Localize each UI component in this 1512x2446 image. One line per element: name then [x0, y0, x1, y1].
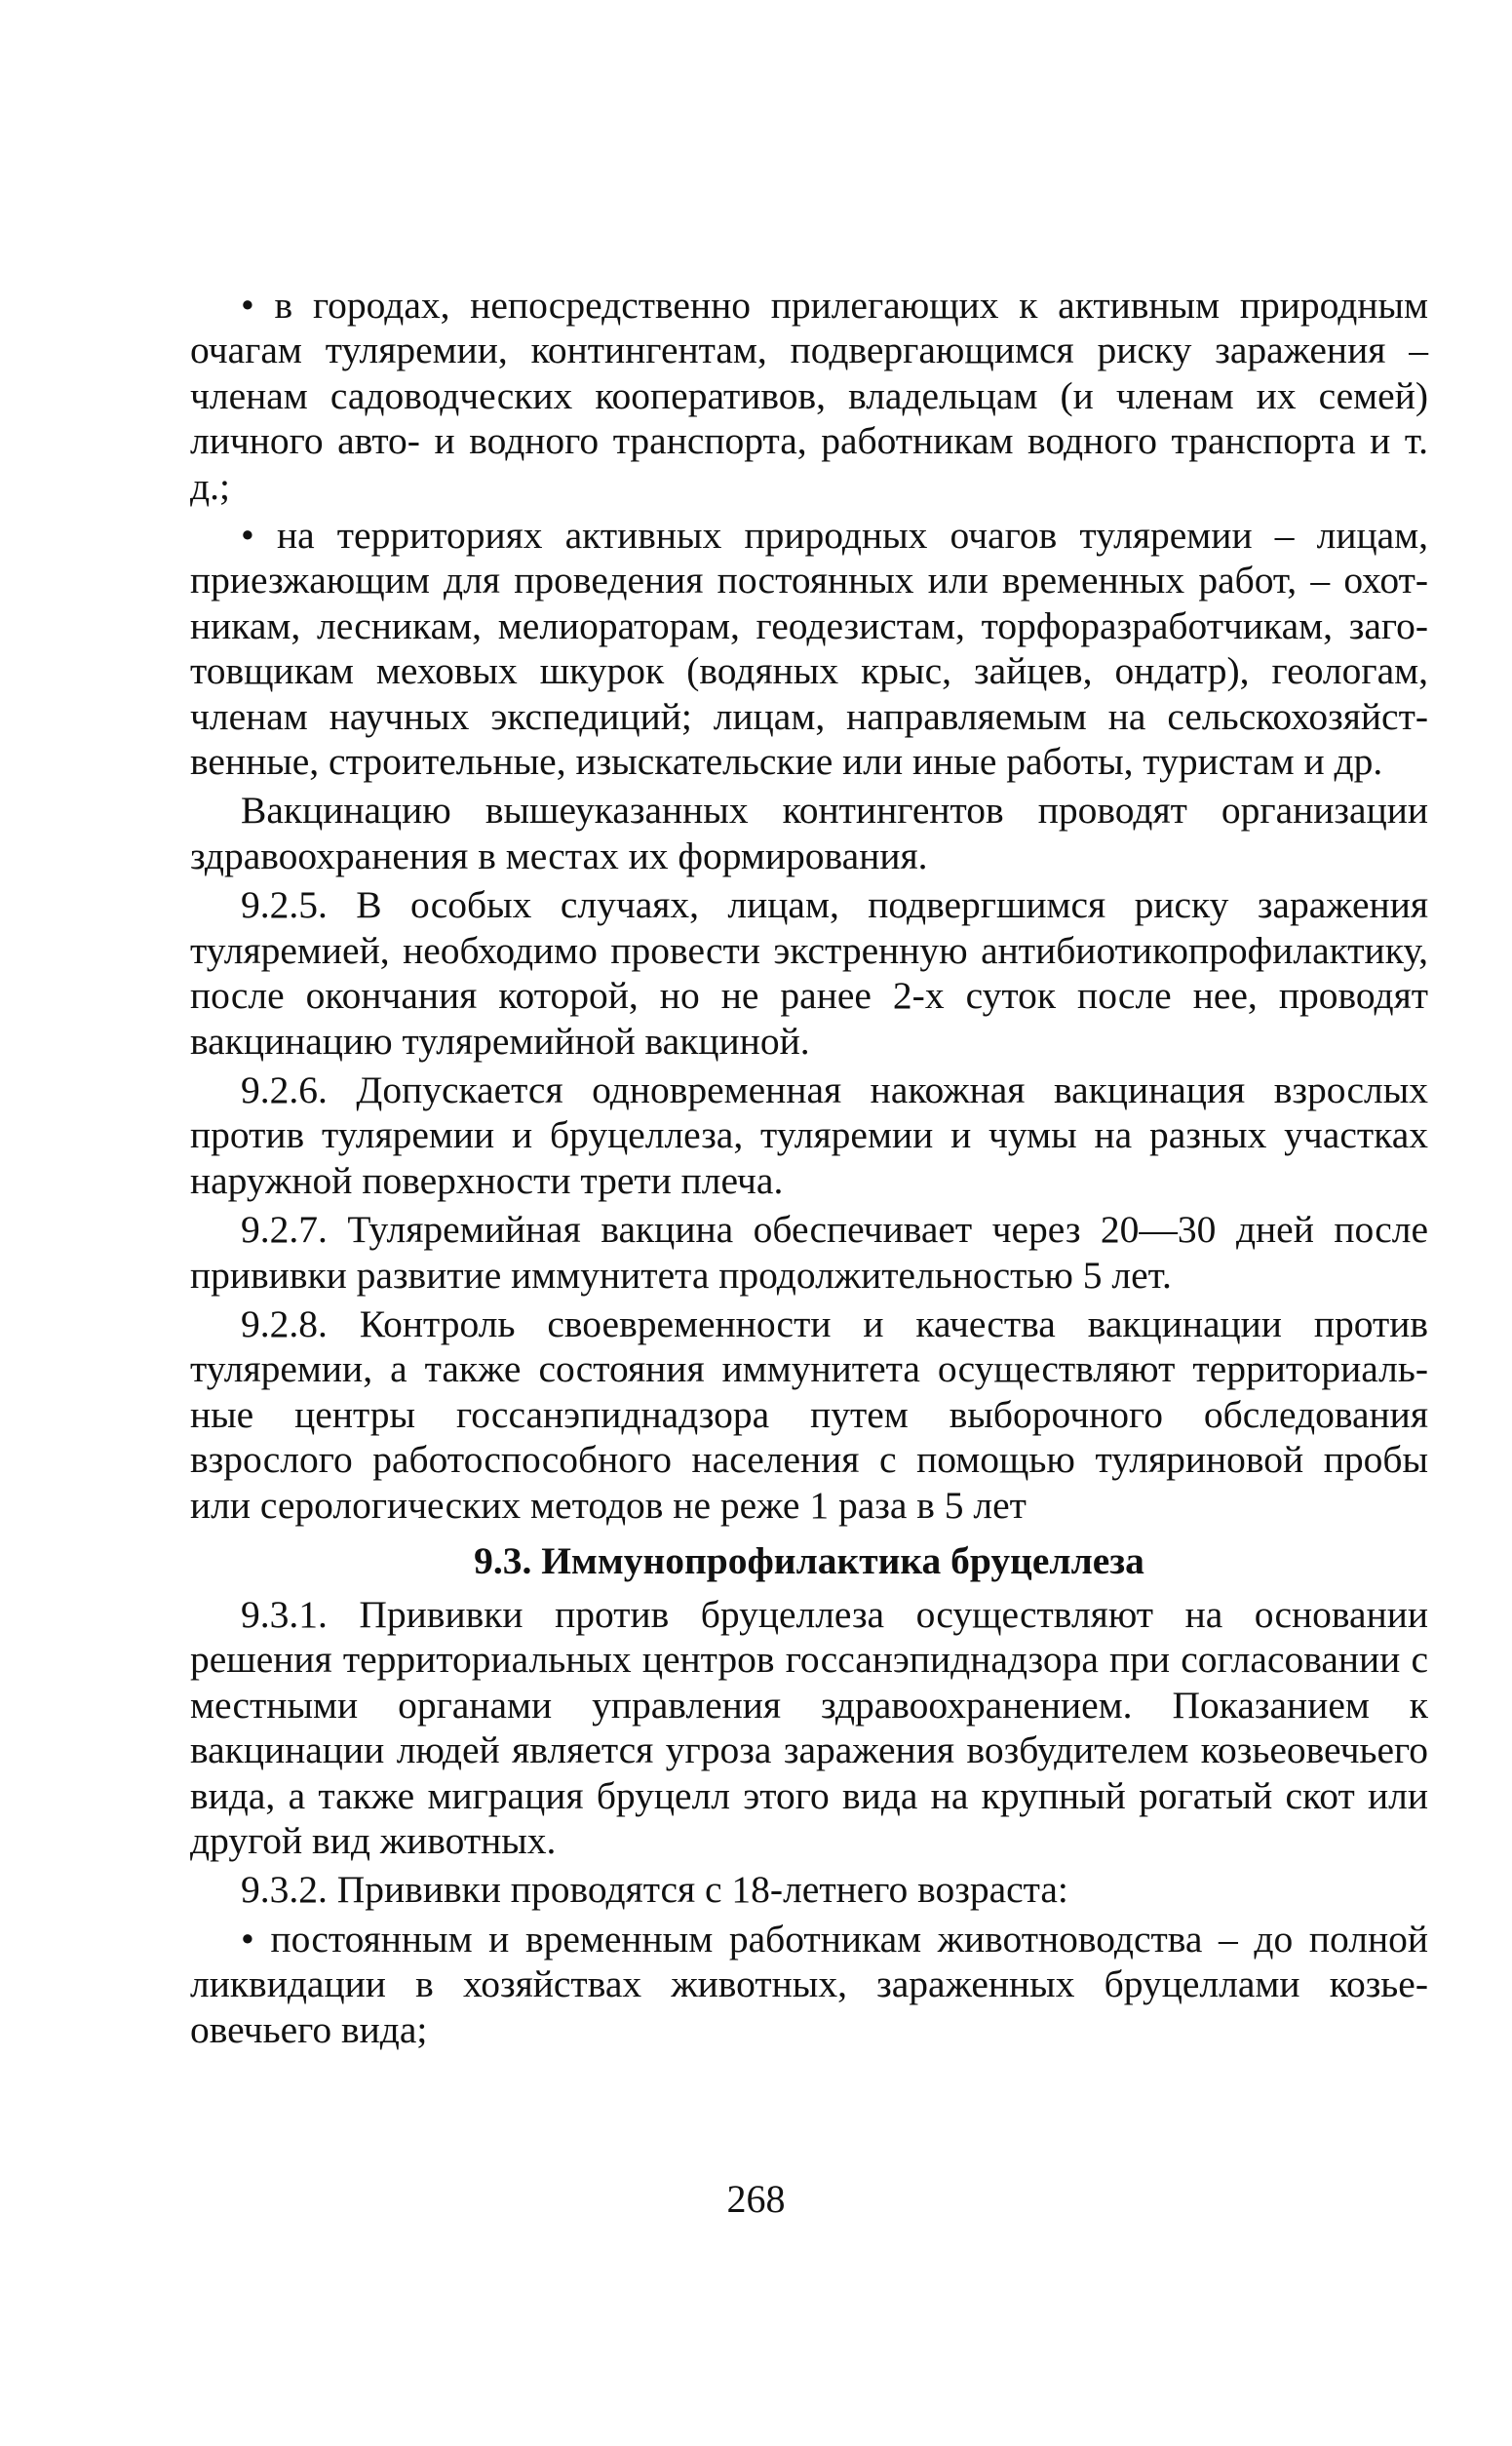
page-number: 268	[726, 2177, 786, 2221]
paragraph-cities-bullet: • в городах, непосредственно прилегающих к активным природным очагам туляремии, контингентам, подвергающимся риску заражения – членам садоводческих кооперативов, владельцам (и членам их семей) личного авто- и водного транспорта, работникам водного транспорта и т. д.;	[190, 284, 1428, 508]
paragraph-vaccination-organizations: Вакцинацию вышеуказанных контингентов проводят организации здравоохранения в местах их формирования.	[190, 789, 1428, 877]
paragraph-9-3-2: 9.3.2. Прививки проводятся с 18-летнего возраста:	[241, 1868, 1068, 1912]
document-page	[190, 283, 1428, 2056]
paragraph-9-2-7: 9.2.7. Туляремийная вакцина обеспечивает через 20—30 дней после прививки развитие иммунитета продолжительностью 5 лет.	[190, 1208, 1428, 1297]
paragraph-9-2-6: 9.2.6. Допускается одновременная накожная вакцинация взрослых против туляремии и бруцеллеза, туляремии и чумы на разных участках наружной поверхности трети плеча.	[190, 1068, 1428, 1202]
paragraph-livestock-workers-bullet: • постоянным и временным работникам животноводства – до полной ликвидации в хозяйствах животных, зараженных бруцеллами козьеовечьего вида;	[190, 1917, 1428, 2051]
paragraph-9-3-1: 9.3.1. Прививки против бруцеллеза осуществляют на основании решения территориальных центров госсанэпиднадзора при согласовании с местными органами управления здравоохранением. Показанием к вакцинации людей является угроза заражения возбудителем козьеовечьего вида, а также миграция бруцелл этого вида на крупный рогатый скот или другой вид животных.	[190, 1592, 1428, 1862]
section-heading: 9.3. Иммунопрофилактика бруцеллеза	[474, 1538, 1144, 1582]
paragraph-9-2-5: 9.2.5. В особых случаях, лицам, подвергшимся риску заражения туляремией, необходимо провести экстренную антибиотикопрофилактику, после окончания которой, но не ранее 2-х суток после нее, проводят вакцинацию туляремийной вакциной.	[190, 883, 1428, 1063]
paragraph-territories-bullet: • на территориях активных природных очагов туляремии – лицам, приезжающим для проведения постоянных или временных работ, – охотникам, лесникам, мелиораторам, геодезистам, торфоразработчикам, заготовщикам меховых шкурок (водяных крыс, зайцев, ондатр), геологам, членам научных экспедиций; лицам, направляемым на сельскохозяйственные, строительные, изыскательские или иные работы, туристам и др.	[190, 514, 1428, 784]
paragraph-9-2-8: 9.2.8. Контроль своевременности и качества вакцинации против туляремии, а также состояния иммунитета осуществляют территориальные центры госсанэпиднадзора путем выборочного обследования взрослого работоспособного населения с помощью туляриновой пробы или серологических методов не реже 1 раза в 5 лет	[190, 1301, 1428, 1527]
